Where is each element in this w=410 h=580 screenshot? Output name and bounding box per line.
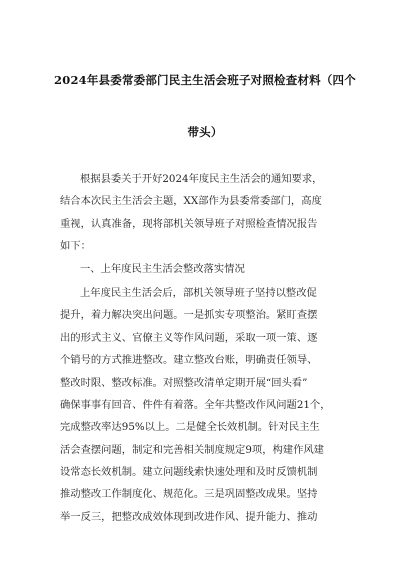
body-line-7: 提升，着力解决突出问题。一是抓实专项整治。紧盯查摆 (60, 309, 318, 322)
body-line-4: 如下： (60, 240, 91, 253)
body-line-3: 重视，认真准备，现将部机关领导班子对照检查情况报告 (60, 217, 318, 230)
section-heading-1: 一、上年度民主生活会整改落实情况 (80, 262, 245, 275)
body-line-6: 上年度民主生活会后，部机关领导班子坚持以整改促 (80, 286, 317, 299)
body-line-2: 结合本次民主生活会主题，XX部作为县委常委部门，高度 (60, 195, 322, 208)
body-line-16: 举一反三，把整改成效体现到改进作风、提升能力、推动 (60, 510, 318, 523)
document-body (60, 168, 354, 528)
document-title-line-1: 2024年县委常委部门民主生活会班子对照检查材料（四个 (54, 73, 356, 87)
body-line-9: 个销号的方式推进整改。建立整改台账，明确责任领导、 (60, 354, 318, 367)
body-line-14: 设常态长效机制。建立问题线索快速处理和及时反馈机制 (60, 466, 318, 479)
body-line-15: 推动整改工作制度化、规范化。三是巩固整改成果。坚持 (60, 488, 318, 501)
body-line-8: 出的形式主义、官僚主义等作风问题，采取一项一策、逐 (60, 331, 318, 344)
body-line-13: 活会查摆问题，制定和完善相关制度规定9项，构建作风建 (60, 443, 324, 456)
body-line-1: 根据县委关于开好2024年度民主生活会的通知要求， (80, 173, 323, 185)
body-line-12: 完成整改率达95%以上。二是健全长效机制。针对民主生 (60, 421, 320, 434)
body-line-11: 确保事事有回音、件件有着落。全年共整改作风问题21个， (60, 398, 331, 411)
body-line-10: 整改时限、整改标准。对照整改清单定期开展“回头看” (60, 376, 308, 389)
document-title-line-2: 带头） (187, 125, 223, 139)
